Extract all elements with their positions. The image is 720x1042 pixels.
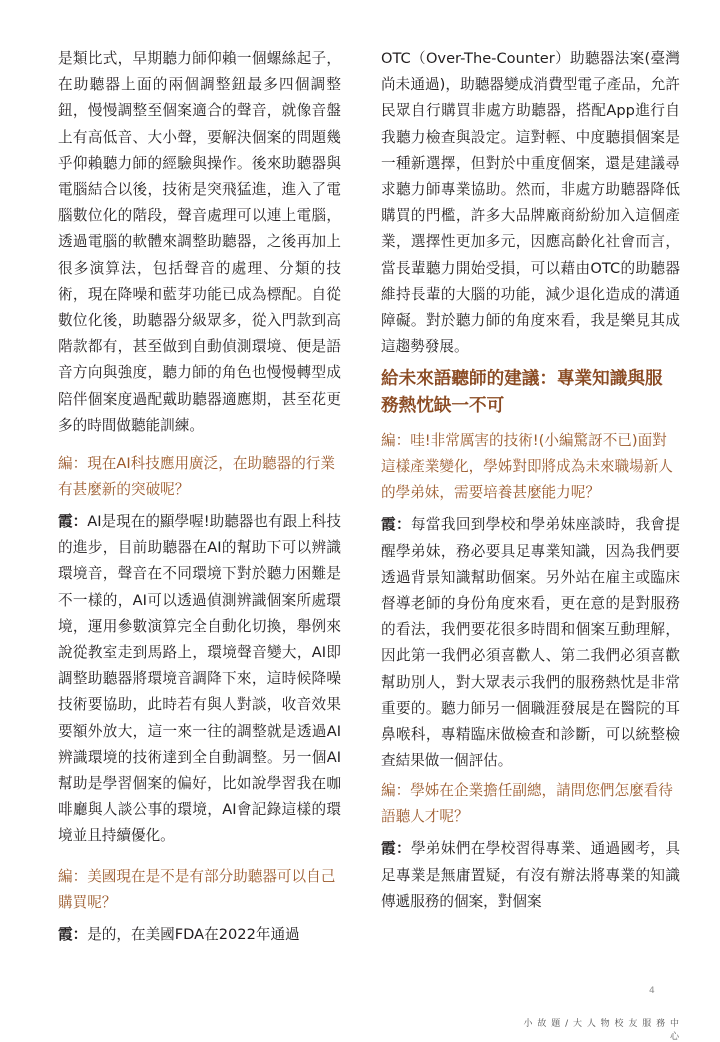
footer-credit: 小 故 題 / 大 人 物 校 友 服 務 中 心 <box>523 1019 680 1042</box>
speaker-label: 霞： <box>58 925 88 943</box>
answer-text: AI是現在的顯學喔!助聽器也有跟上科技的進步，目前助聽器在AI的幫助下可以辨識環境音，聲音在不同環境下對於聽力困難是不一樣的，AI可以透過偵測辨識個案所處環境，運用參數演算完全自動化切換，舉例來說從教室走到馬路上，環境聲音變大，AI即調整助聽器將環境音調降下來，這時候降噪技術要協助，此時若有與人對談，收音效果要額外放大，這一來一往的調整就是透過AI辨識環境的技術達到全自動調整。另一個AI幫助是學習個案的偏好，比如說學習我在咖啡廳與人談公事的環境，AI會記錄這樣的環境並且持續優化。 <box>58 513 341 845</box>
speaker-label: 霞： <box>58 513 88 531</box>
speaker-label: 霞： <box>381 840 411 858</box>
interviewee-answer <box>381 512 680 774</box>
answer-text: 每當我回到學校和學弟妹座談時，我會提醒學弟妹，務必要具足專業知識，因為我們要透過背景知識幫助個案。另外站在雇主或臨床督導老師的身份角度來看，更在意的是對服務的看法，我們要花很多時間和個案互動理解，因此第一我們必須喜歡人、第二我們必須喜歡幫助別人，對大眾表示我們的服務熱忱是非常重要的。聽力師另一個職涯發展是在醫院的耳鼻喉科，專精臨床做檢查和診斷，可以統整檢查結果做一個評估。 <box>381 516 680 770</box>
answer-text: 學弟妹們在學校習得專業、通過國考，具足專業是無庸置疑，有沒有辦法將專業的知識傳遞服務的個案，對個案 <box>381 840 680 910</box>
body-paragraph: 是類比式，早期聽力師仰賴一個螺絲起子，在助聽器上面的兩個調整鈕最多四個調整鈕，慢慢調整至個案適合的聲音，就像音盤上有高低音、大小聲，要解決個案的問題幾乎仰賴聽力師的經驗與操作。後來助聽器與電腦結合以後，技術是突飛猛進，進入了電腦數位化的階段，聲音處理可以連上電腦，透過電腦的軟體來調整助聽器，之後再加上很多演算法，包括聲音的處理、分類的技術，現在降噪和藍芽功能已成為標配。自從數位化後，助聽器分級眾多，從入門款到高階款都有，甚至做到自動偵測環境、便是語音方向與強度，聽力師的角色也慢慢轉型成陪伴個案度過配戴助聽器適應期，甚至花更多的時間做聽能訓練。 <box>58 50 341 434</box>
right-column <box>381 46 680 915</box>
body-paragraph: OTC（Over-The-Counter）助聽器法案(臺灣尚未通過)，助聽器變成消費型電子產品，允許民眾自行購買非處方助聽器，搭配App進行自我聽力檢查與設定。這對輕、中度聽損個案是一種新選擇，但對於中重度個案，還是建議尋求聽力師專業協助。然而，非處方助聽器降低購買的門檻，許多大品牌廠商紛紛加入這個產業，選擇性更加多元，因應高齡化社會而言，當長輩聽力開始受損，可以藉由OTC的助聽器維持長輩的大腦的功能，減少退化造成的溝通障礙。對於聽力師的角度來看，我是樂見其成這趨勢發展。 <box>381 50 680 356</box>
answer-text: 是的，在美國FDA在2022年通過 <box>87 925 300 943</box>
interviewee-answer <box>58 922 341 948</box>
interviewee-answer <box>381 836 680 915</box>
section-heading: 給未來語聽師的建議：專業知識與服務熱忱缺一不可 <box>381 369 663 417</box>
speaker-label: 霞： <box>381 516 411 534</box>
page-number: 4 <box>649 986 655 996</box>
interviewer-question: 編：學姊在企業擔任副總，請問您們怎麼看待語聽人才呢？ <box>381 782 673 826</box>
interviewee-answer <box>58 509 341 850</box>
interviewer-question: 編：美國現在是不是有部分助聽器可以自己購買呢？ <box>58 867 336 911</box>
interviewer-question: 編：現在AI科技應用廣泛，在助聽器的行業有甚麼新的突破呢？ <box>58 455 335 499</box>
interviewer-question: 編：哇!非常厲害的技術!(小編驚訝不已)面對這樣產業變化，學姊對即將成為未來職場新人的學弟妹，需要培養甚麼能力呢？ <box>381 432 673 502</box>
left-column <box>58 46 341 948</box>
